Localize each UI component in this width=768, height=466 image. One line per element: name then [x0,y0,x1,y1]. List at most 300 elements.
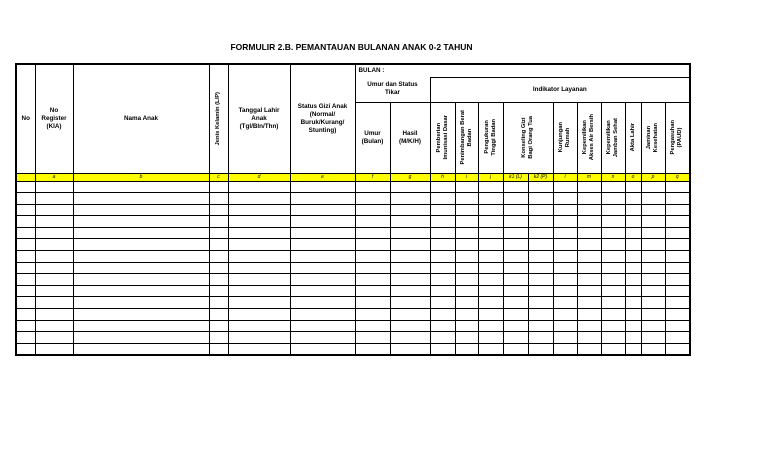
table-cell[interactable] [228,274,290,286]
header-akta-lahir-label: Akta Lahir [629,123,636,152]
table-cell[interactable] [290,216,355,228]
table-cell[interactable] [641,239,665,251]
table-cell[interactable] [355,204,390,216]
table-cell[interactable] [228,204,290,216]
table-cell[interactable] [290,332,355,344]
table-cell[interactable] [209,343,228,355]
table-cell[interactable] [577,332,601,344]
table-cell[interactable] [478,309,503,321]
table-cell[interactable] [577,320,601,332]
table-cell[interactable] [73,262,209,274]
table-cell[interactable] [665,181,690,193]
table-cell[interactable] [390,285,430,297]
table-cell[interactable] [35,193,73,205]
table-cell[interactable] [503,309,528,321]
table-cell[interactable] [625,227,641,239]
table-cell[interactable] [528,181,553,193]
table-cell[interactable] [430,216,455,228]
table-cell[interactable] [430,204,455,216]
table-cell[interactable] [665,274,690,286]
table-cell[interactable] [35,262,73,274]
table-cell[interactable] [577,216,601,228]
table-cell[interactable] [16,181,35,193]
table-cell[interactable] [390,343,430,355]
table-cell[interactable] [73,320,209,332]
table-cell[interactable] [228,251,290,263]
table-cell[interactable] [16,309,35,321]
table-cell[interactable] [577,239,601,251]
table-cell[interactable] [455,320,478,332]
table-row [16,320,690,332]
table-cell[interactable] [16,227,35,239]
table-cell[interactable] [35,204,73,216]
table-cell[interactable] [641,320,665,332]
table-cell[interactable] [73,297,209,309]
table-cell[interactable] [478,216,503,228]
table-cell[interactable] [665,239,690,251]
table-cell[interactable] [553,320,577,332]
table-cell[interactable] [390,332,430,344]
table-cell[interactable] [73,239,209,251]
table-cell[interactable] [228,343,290,355]
table-cell[interactable] [35,332,73,344]
table-cell[interactable] [577,309,601,321]
table-cell[interactable] [528,297,553,309]
table-cell[interactable] [601,332,625,344]
table-cell[interactable] [73,343,209,355]
table-cell[interactable] [16,320,35,332]
table-cell[interactable] [430,285,455,297]
table-cell[interactable] [625,193,641,205]
table-cell[interactable] [528,193,553,205]
table-cell[interactable] [577,204,601,216]
table-cell[interactable] [478,251,503,263]
table-cell[interactable] [625,297,641,309]
table-cell[interactable] [665,193,690,205]
table-cell[interactable] [601,262,625,274]
table-cell[interactable] [35,274,73,286]
table-cell[interactable] [209,297,228,309]
table-cell[interactable] [390,262,430,274]
table-cell[interactable] [625,262,641,274]
table-cell[interactable] [625,239,641,251]
table-cell[interactable] [455,262,478,274]
table-cell[interactable] [665,320,690,332]
table-cell[interactable] [430,239,455,251]
table-cell[interactable] [577,285,601,297]
table-cell[interactable] [390,204,430,216]
table-cell[interactable] [73,181,209,193]
table-cell[interactable] [601,343,625,355]
table-cell[interactable] [503,251,528,263]
table-cell[interactable] [553,262,577,274]
table-cell[interactable] [73,309,209,321]
table-cell[interactable] [641,285,665,297]
table-cell[interactable] [503,239,528,251]
table-cell[interactable] [455,181,478,193]
table-cell[interactable] [16,251,35,263]
table-cell[interactable] [430,343,455,355]
table-cell[interactable] [16,262,35,274]
table-cell[interactable] [665,309,690,321]
column-code-row [16,173,690,181]
table-cell[interactable] [35,285,73,297]
table-cell[interactable] [665,285,690,297]
table-cell[interactable] [209,309,228,321]
table-cell[interactable] [665,262,690,274]
table-cell[interactable] [478,204,503,216]
table-cell[interactable] [290,181,355,193]
table-cell[interactable] [455,204,478,216]
table-cell[interactable] [209,274,228,286]
table-cell[interactable] [528,332,553,344]
table-cell[interactable] [503,262,528,274]
table-cell[interactable] [228,332,290,344]
table-cell[interactable] [355,181,390,193]
table-cell[interactable] [625,320,641,332]
table-cell[interactable] [35,216,73,228]
table-cell[interactable] [577,251,601,263]
table-cell[interactable] [553,239,577,251]
table-cell[interactable] [601,204,625,216]
table-cell[interactable] [665,332,690,344]
table-cell[interactable] [355,239,390,251]
table-cell[interactable] [16,343,35,355]
column-code: f [355,173,390,181]
table-cell[interactable] [228,262,290,274]
table-cell[interactable] [478,274,503,286]
table-cell[interactable] [430,181,455,193]
table-cell[interactable] [503,343,528,355]
table-cell[interactable] [625,181,641,193]
table-cell[interactable] [478,320,503,332]
table-cell[interactable] [430,297,455,309]
table-cell[interactable] [528,262,553,274]
table-cell[interactable] [455,297,478,309]
table-cell[interactable] [355,343,390,355]
table-cell[interactable] [73,251,209,263]
table-cell[interactable] [73,227,209,239]
table-cell[interactable] [73,193,209,205]
table-cell[interactable] [455,332,478,344]
table-cell[interactable] [390,297,430,309]
header-akta-lahir [625,102,641,173]
table-cell[interactable] [665,204,690,216]
table-cell[interactable] [355,332,390,344]
table-cell[interactable] [455,227,478,239]
table-cell[interactable] [35,343,73,355]
table-cell[interactable] [290,343,355,355]
table-cell[interactable] [577,193,601,205]
table-cell[interactable] [290,320,355,332]
table-cell[interactable] [641,262,665,274]
table-cell[interactable] [73,285,209,297]
table-cell[interactable] [455,309,478,321]
table-cell[interactable] [390,216,430,228]
table-cell[interactable] [290,239,355,251]
table-cell[interactable] [290,193,355,205]
table-cell[interactable] [455,216,478,228]
table-row [16,309,690,321]
column-code: p [641,173,665,181]
table-cell[interactable] [390,320,430,332]
header-umur-label: Umur (Bulan) [361,129,384,145]
table-cell[interactable] [455,285,478,297]
table-cell[interactable] [35,320,73,332]
table-cell[interactable] [355,285,390,297]
table-cell[interactable] [290,204,355,216]
table-cell[interactable] [209,181,228,193]
table-cell[interactable] [503,204,528,216]
table-cell[interactable] [577,227,601,239]
table-cell[interactable] [625,343,641,355]
column-code: d [228,173,290,181]
table-cell[interactable] [355,216,390,228]
table-cell[interactable] [35,239,73,251]
table-cell[interactable] [209,204,228,216]
table-cell[interactable] [641,297,665,309]
table-cell[interactable] [601,216,625,228]
table-cell[interactable] [528,251,553,263]
table-cell[interactable] [601,227,625,239]
table-cell[interactable] [601,274,625,286]
table-cell[interactable] [390,227,430,239]
table-cell[interactable] [528,227,553,239]
table-cell[interactable] [503,181,528,193]
table-cell[interactable] [430,251,455,263]
table-cell[interactable] [430,193,455,205]
table-cell[interactable] [528,239,553,251]
table-cell[interactable] [16,204,35,216]
table-cell[interactable] [228,285,290,297]
table-cell[interactable] [601,251,625,263]
table-cell[interactable] [228,320,290,332]
table-cell[interactable] [528,274,553,286]
table-cell[interactable] [503,285,528,297]
table-cell[interactable] [209,285,228,297]
table-cell[interactable] [16,274,35,286]
table-cell[interactable] [553,343,577,355]
table-cell[interactable] [601,239,625,251]
table-cell[interactable] [35,251,73,263]
table-cell[interactable] [553,193,577,205]
table-cell[interactable] [601,297,625,309]
table-cell[interactable] [355,274,390,286]
table-cell[interactable] [290,309,355,321]
table-cell[interactable] [73,332,209,344]
table-cell[interactable] [209,251,228,263]
table-cell[interactable] [35,227,73,239]
column-code: c [209,173,228,181]
table-cell[interactable] [355,309,390,321]
table-cell[interactable] [228,227,290,239]
table-cell[interactable] [553,227,577,239]
table-cell[interactable] [553,332,577,344]
table-cell[interactable] [390,309,430,321]
table-cell[interactable] [503,227,528,239]
table-cell[interactable] [625,251,641,263]
table-cell[interactable] [430,320,455,332]
table-cell[interactable] [209,320,228,332]
table-cell[interactable] [478,297,503,309]
table-cell[interactable] [478,332,503,344]
table-cell[interactable] [641,251,665,263]
table-cell[interactable] [601,181,625,193]
table-cell[interactable] [553,309,577,321]
table-cell[interactable] [528,309,553,321]
table-cell[interactable] [601,193,625,205]
table-cell[interactable] [665,297,690,309]
table-cell[interactable] [228,309,290,321]
table-cell[interactable] [209,193,228,205]
table-cell[interactable] [455,239,478,251]
table-cell[interactable] [35,181,73,193]
table-cell[interactable] [16,297,35,309]
table-cell[interactable] [73,204,209,216]
table-cell[interactable] [641,332,665,344]
table-cell[interactable] [209,227,228,239]
table-cell[interactable] [390,181,430,193]
table-cell[interactable] [390,251,430,263]
table-cell[interactable] [290,262,355,274]
table-cell[interactable] [478,181,503,193]
table-cell[interactable] [553,181,577,193]
table-cell[interactable] [35,309,73,321]
table-cell[interactable] [290,274,355,286]
table-cell[interactable] [528,285,553,297]
table-cell[interactable] [665,251,690,263]
table-cell[interactable] [73,274,209,286]
table-cell[interactable] [641,309,665,321]
table-cell[interactable] [641,343,665,355]
table-cell[interactable] [665,216,690,228]
table-cell[interactable] [577,297,601,309]
table-cell[interactable] [430,274,455,286]
table-cell[interactable] [503,274,528,286]
table-cell[interactable] [641,193,665,205]
table-cell[interactable] [228,193,290,205]
table-cell[interactable] [528,320,553,332]
table-cell[interactable] [455,251,478,263]
table-cell[interactable] [478,239,503,251]
table-cell[interactable] [355,251,390,263]
table-cell[interactable] [455,343,478,355]
table-cell[interactable] [209,262,228,274]
table-cell[interactable] [553,274,577,286]
table-cell[interactable] [390,239,430,251]
table-cell[interactable] [430,309,455,321]
table-cell[interactable] [478,285,503,297]
table-cell[interactable] [390,274,430,286]
table-cell[interactable] [577,181,601,193]
table-cell[interactable] [228,181,290,193]
table-cell[interactable] [478,227,503,239]
table-cell[interactable] [355,227,390,239]
table-cell[interactable] [209,216,228,228]
header-jenis-kelamin [209,64,228,173]
table-cell[interactable] [355,193,390,205]
table-cell[interactable] [553,285,577,297]
table-cell[interactable] [390,193,430,205]
table-cell[interactable] [478,262,503,274]
table-cell[interactable] [355,320,390,332]
table-cell[interactable] [625,285,641,297]
table-cell[interactable] [16,239,35,251]
table-cell[interactable] [528,216,553,228]
table-cell[interactable] [73,216,209,228]
table-cell[interactable] [503,216,528,228]
table-cell[interactable] [625,309,641,321]
table-cell[interactable] [553,204,577,216]
table-cell[interactable] [478,193,503,205]
table-cell[interactable] [577,262,601,274]
table-cell[interactable] [665,227,690,239]
table-cell[interactable] [455,274,478,286]
table-cell[interactable] [641,181,665,193]
table-cell[interactable] [625,216,641,228]
table-cell[interactable] [430,227,455,239]
table-cell[interactable] [228,239,290,251]
table-cell[interactable] [290,285,355,297]
table-cell[interactable] [290,297,355,309]
table-cell[interactable] [16,193,35,205]
table-cell[interactable] [641,204,665,216]
table-cell[interactable] [430,262,455,274]
table-cell[interactable] [209,239,228,251]
data-rows [16,181,690,355]
table-cell[interactable] [577,343,601,355]
table-cell[interactable] [503,332,528,344]
table-cell[interactable] [553,251,577,263]
table-cell[interactable] [641,227,665,239]
table-cell[interactable] [290,251,355,263]
table-cell[interactable] [455,193,478,205]
column-code: i [455,173,478,181]
column-code: e [290,173,355,181]
table-cell[interactable] [641,274,665,286]
table-cell[interactable] [209,332,228,344]
table-cell[interactable] [528,204,553,216]
table-cell[interactable] [478,343,503,355]
table-cell[interactable] [625,204,641,216]
header-jenis-kelamin-label: Jenis Kelamin (L/P) [215,92,222,146]
table-cell[interactable] [601,309,625,321]
table-cell[interactable] [625,332,641,344]
table-cell[interactable] [290,227,355,239]
table-cell[interactable] [641,216,665,228]
table-cell[interactable] [228,297,290,309]
table-cell[interactable] [665,343,690,355]
table-cell[interactable] [430,332,455,344]
table-cell[interactable] [553,297,577,309]
table-cell[interactable] [16,285,35,297]
table-cell[interactable] [625,274,641,286]
table-cell[interactable] [601,285,625,297]
table-cell[interactable] [553,216,577,228]
table-cell[interactable] [503,297,528,309]
table-cell[interactable] [35,297,73,309]
table-cell[interactable] [355,262,390,274]
table-cell[interactable] [528,343,553,355]
table-cell[interactable] [16,216,35,228]
table-cell[interactable] [16,332,35,344]
table-cell[interactable] [577,274,601,286]
table-cell[interactable] [228,216,290,228]
table-cell[interactable] [503,320,528,332]
table-cell[interactable] [355,297,390,309]
table-cell[interactable] [503,193,528,205]
table-cell[interactable] [601,320,625,332]
